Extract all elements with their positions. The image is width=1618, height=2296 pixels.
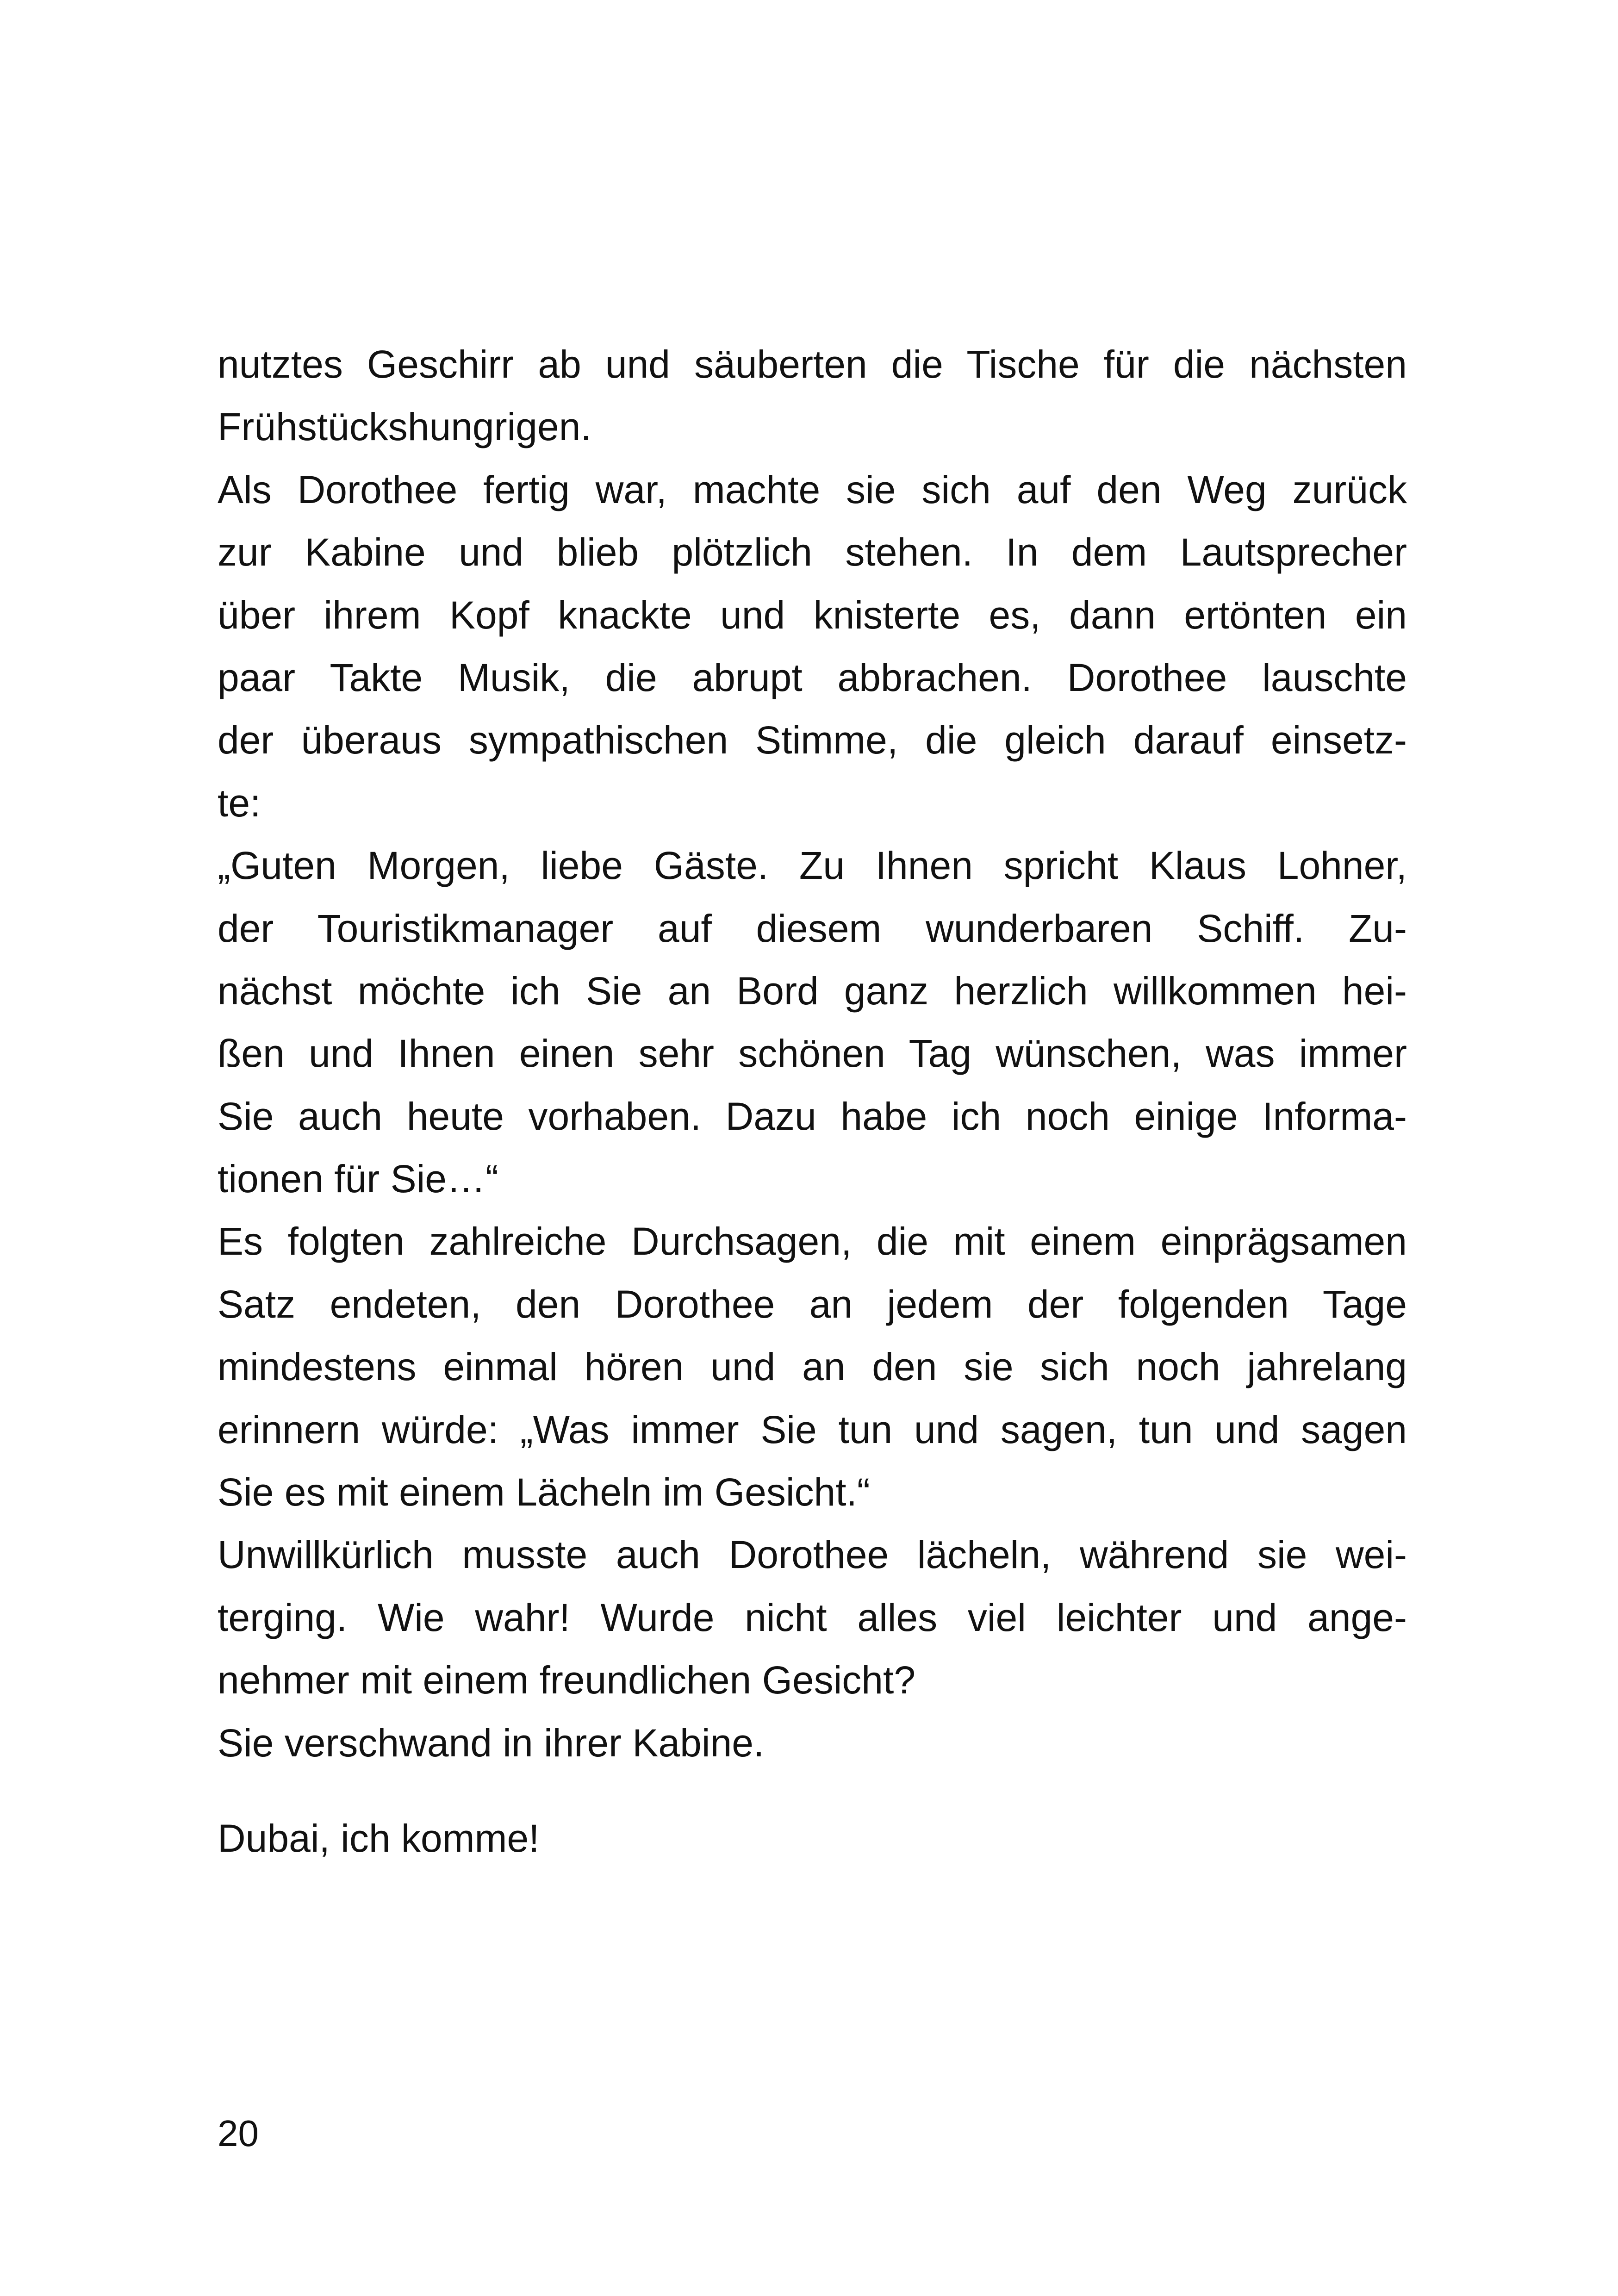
text-line: terging. Wie wahr! Wurde nicht alles viel leichter und ange-: [218, 1595, 1407, 1639]
text-line: Unwillkürlich musste auch Dorothee lächeln, während sie wei-: [218, 1533, 1407, 1577]
body-text: [218, 333, 1407, 1774]
text-line: Sie auch heute vorhaben. Dazu habe ich noch einige Informa-: [218, 1094, 1407, 1138]
paragraph: [218, 1712, 1407, 1774]
page-number: 20: [218, 2113, 259, 2154]
text-line: Es folgten zahlreiche Durchsagen, die mit einem einprägsamen: [218, 1220, 1407, 1263]
text-line: Frühstückshungrigen.: [218, 405, 591, 449]
text-line: paar Takte Musik, die abrupt abbrachen. Dorothee lauschte: [218, 655, 1407, 699]
text-line: Sie verschwand in ihrer Kabine.: [218, 1721, 765, 1765]
paragraph: [218, 1524, 1407, 1711]
text-line: „Guten Morgen, liebe Gäste. Zu Ihnen spricht Klaus Lohner,: [218, 844, 1407, 888]
text-line: Als Dorothee fertig war, machte sie sich auf den Weg zurück: [218, 467, 1407, 511]
text-line: te:: [218, 781, 261, 825]
text-line: nutztes Geschirr ab und säuberten die Tische für die nächsten: [218, 342, 1407, 386]
closing-line: Dubai, ich komme!: [218, 1817, 540, 1860]
text-line: der überaus sympathischen Stimme, die gleich darauf einsetz-: [218, 718, 1407, 762]
text-line: nächst möchte ich Sie an Bord ganz herzlich willkommen hei-: [218, 969, 1407, 1013]
text-line: Sie es mit einem Lächeln im Gesicht.“: [218, 1470, 870, 1514]
paragraph: [218, 459, 1407, 834]
text-line: nehmer mit einem freundlichen Gesicht?: [218, 1658, 916, 1702]
text-line: der Touristikmanager auf diesem wunderbaren Schiff. Zu-: [218, 906, 1407, 950]
text-line: mindestens einmal hören und an den sie sich noch jahrelang: [218, 1345, 1407, 1389]
paragraph: [218, 333, 1407, 459]
text-line: Satz endeten, den Dorothee an jedem der folgenden Tage: [218, 1282, 1407, 1326]
text-line: ßen und Ihnen einen sehr schönen Tag wünschen, was immer: [218, 1032, 1407, 1076]
text-line: über ihrem Kopf knackte und knisterte es, dann ertönten ein: [218, 593, 1407, 637]
text-line: zur Kabine und blieb plötzlich stehen. In dem Lautsprecher: [218, 530, 1407, 574]
paragraph: [218, 834, 1407, 1210]
paragraph: [218, 1210, 1407, 1524]
text-line: erinnern würde: „Was immer Sie tun und sagen, tun und sagen: [218, 1407, 1407, 1451]
text-line: tionen für Sie…“: [218, 1157, 498, 1201]
